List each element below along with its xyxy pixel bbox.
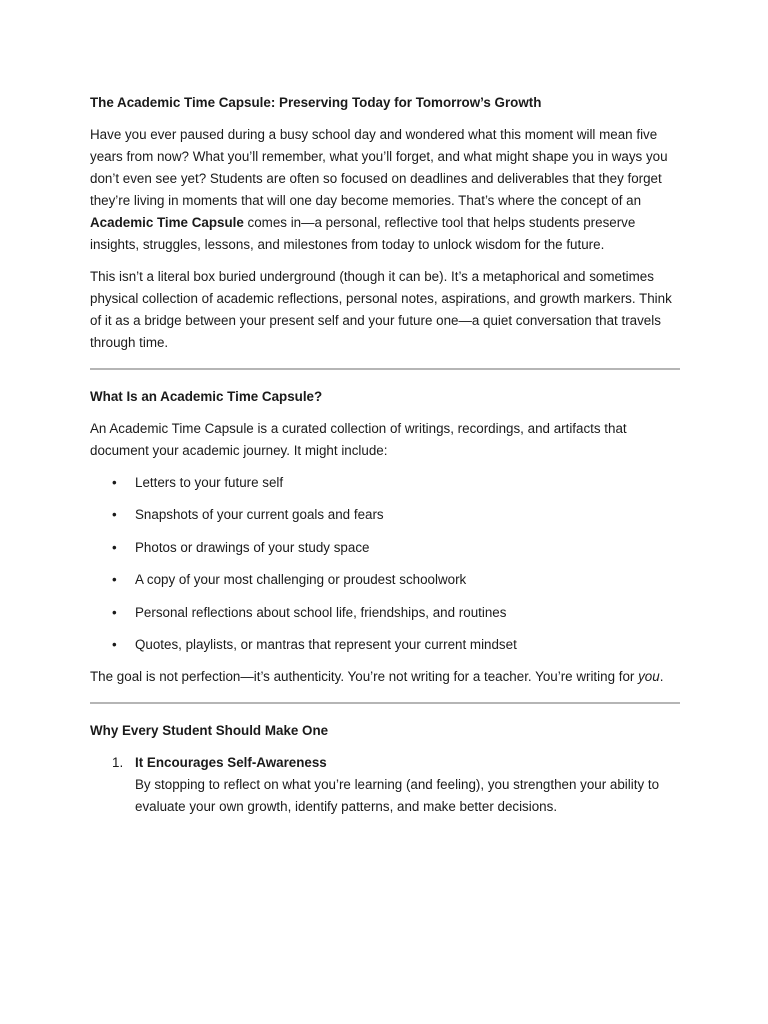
list-item-text: Quotes, playlists, or mantras that represent your current mindset	[135, 636, 517, 652]
section-divider	[90, 368, 680, 370]
intro-paragraph-2: This isn’t a literal box buried underground (though it can be). It’s a metaphorical and sometimes physical collection of academic reflections, personal notes, aspirations, and growth markers. Think of it as a bridge between your present self and your future one—a quiet conversation that travels through time.	[90, 269, 672, 350]
document-title: The Academic Time Capsule: Preserving Today for Tomorrow’s Growth	[90, 95, 542, 110]
list-item	[90, 472, 680, 494]
section-divider	[90, 702, 680, 704]
section-heading-why: Why Every Student Should Make One	[90, 723, 329, 739]
section-lead-paragraph: An Academic Time Capsule is a curated collection of writings, recordings, and artifacts that document your academic journey. It might include:	[90, 421, 627, 458]
bullet-icon: •	[112, 572, 117, 588]
numbered-list-item	[90, 752, 680, 818]
list-item	[90, 569, 680, 591]
list-number: 1.	[112, 755, 124, 771]
capsule-contents-list	[90, 472, 680, 656]
list-item	[90, 634, 680, 656]
list-item-text: A copy of your most challenging or proudest schoolwork	[135, 572, 467, 588]
list-item	[90, 602, 680, 624]
closing-text-start: The goal is not perfection—it’s authenticity. You’re not writing for a teacher. You’re writing for	[90, 669, 639, 685]
intro-bold-term: Academic Time Capsule	[90, 215, 244, 230]
bullet-icon: •	[112, 636, 117, 652]
list-item-text: Snapshots of your current goals and fears	[135, 507, 384, 523]
reason-body: By stopping to reflect on what you’re learning (and feeling), you strengthen your ability to evaluate your own growth, identify patterns, and make better decisions.	[135, 777, 660, 815]
list-item-text: Personal reflections about school life, friendships, and routines	[135, 604, 507, 620]
bullet-icon: •	[112, 475, 117, 490]
bullet-icon: •	[112, 604, 117, 620]
intro-text-end: comes in—a personal, reflective tool that helps students preserve insights, struggles, lessons, and milestones from today to unlock wisdom for the future.	[90, 215, 636, 252]
bullet-icon: •	[112, 539, 117, 555]
closing-text-end: .	[659, 669, 664, 685]
closing-italic-word: you	[638, 669, 660, 685]
intro-text-start: Have you ever paused during a busy school day and wondered what this moment will mean five years from now? What you’ll remember, what you’ll forget, and what might shape you in ways you don’t even see yet? Students are often so focused on deadlines and deliverables that they forget they’re living in moments that will one day become memories. That’s where the concept of an	[90, 127, 668, 208]
intro-paragraph-1	[90, 124, 680, 256]
reason-title: It Encourages Self-Awareness	[135, 755, 327, 771]
list-item	[90, 537, 680, 559]
section-heading-what-is: What Is an Academic Time Capsule?	[90, 389, 323, 404]
reasons-list	[90, 752, 680, 818]
list-item	[90, 504, 680, 526]
section-closing-paragraph	[90, 666, 680, 688]
bullet-icon: •	[112, 507, 117, 523]
document-page	[90, 92, 680, 818]
list-item-text: Photos or drawings of your study space	[135, 539, 370, 555]
list-item-text: Letters to your future self	[135, 475, 284, 490]
